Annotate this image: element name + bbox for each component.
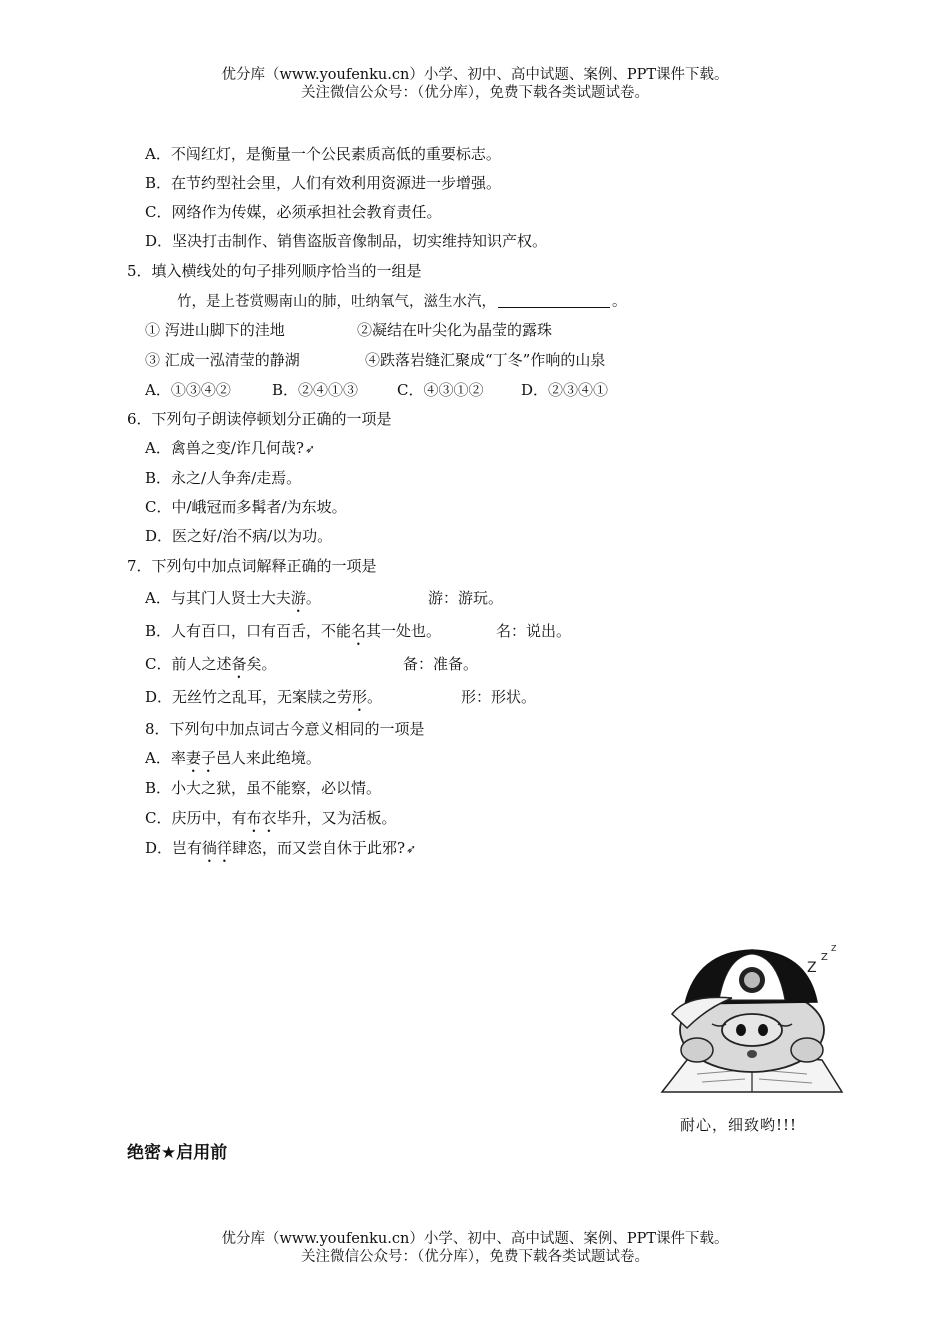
- q6-option-b: B．永之/人争奔/走焉。: [145, 469, 302, 487]
- q8-d-dotted-word: 徜徉: [202, 839, 233, 857]
- q7-b-dotted-word: 名: [351, 622, 367, 640]
- q6-stem: 6．下列句子朗读停顿划分正确的一项是: [127, 410, 392, 428]
- footer-line-2: 关注微信公众号：（优分库），免费下载各类试题试卷。: [301, 1249, 649, 1265]
- q8-a-text-end: 邑人来此绝境。: [215, 749, 321, 767]
- q8-c-text-end: 毕升，又为活板。: [276, 809, 397, 827]
- q5-stem: 5．填入横线处的句子排列顺序恰当的一组是: [127, 262, 422, 280]
- q7-c-text: C．前人之述: [145, 655, 232, 673]
- q5-blank: [498, 291, 610, 308]
- q6-option-c: C．中/峨冠而多髯者/为东坡。: [145, 498, 347, 516]
- sleeping-pig-illustration: [657, 942, 847, 1096]
- q6-option-a-text: A．禽兽之变/诈几何哉?: [145, 439, 304, 457]
- q6-option-d: D．医之好/治不病/以为功。: [145, 527, 333, 545]
- q7-c-text-end: 矣。: [246, 655, 277, 673]
- q7-stem: 7．下列句中加点词解释正确的一项是: [127, 557, 377, 575]
- page-footer: [0, 1230, 950, 1266]
- q8-c-dotted-word: 布衣: [246, 809, 277, 827]
- q5-passage-end: 。: [612, 294, 627, 310]
- q5-option-b: B．②④①③: [272, 381, 359, 399]
- q8-a-dotted-word: 妻子: [185, 749, 216, 767]
- svg-text:Z: Z: [807, 960, 817, 976]
- q7-a-dotted-word: 游: [290, 589, 306, 607]
- q8-option-a: [145, 748, 321, 776]
- q7-c-gloss: 备：准备。: [403, 655, 479, 673]
- q5-passage-text: 竹，是上苍赏赐南山的肺，吐纳氧气，滋生水汽，: [177, 294, 496, 310]
- q7-d-text-end: 。: [367, 688, 383, 706]
- footer-line-1: 优分库（www.youfenku.cn）小学、初中、高中试题、案例、PPT课件下载。: [221, 1231, 729, 1247]
- q5-option-a: A．①③④②: [145, 381, 231, 399]
- q8-d-text-end: 肆恣，而又尝自休于此邪?: [232, 839, 406, 857]
- q5-sentence-2: ②凝结在叶尖化为晶莹的露珠: [357, 321, 553, 339]
- q7-option-d: [145, 687, 382, 715]
- q4-option-d: D．坚决打击制作、销售盗版音像制品，切实维持知识产权。: [145, 232, 548, 250]
- q7-b-text: B．人有百口，口有百舌，不能: [145, 622, 352, 640]
- q7-d-dotted-word: 形: [352, 688, 368, 706]
- q4-option-c: C．网络作为传媒，必须承担社会教育责任。: [145, 203, 442, 221]
- q7-option-c: [145, 654, 277, 682]
- q7-d-text: D．无丝竹之乱耳，无案牍之劳: [145, 688, 353, 706]
- secret-title: 绝密★启用前: [127, 1143, 228, 1163]
- q8-option-b: B．小大之狱，虽不能察，必以情。: [145, 779, 382, 797]
- arrow-mark-icon: ➶: [406, 842, 417, 856]
- q5-option-d: D．②③④①: [521, 381, 609, 399]
- q4-option-a: A．不闯红灯，是衡量一个公民素质高低的重要标志。: [145, 145, 501, 163]
- q5-option-c: C．④③①②: [397, 381, 484, 399]
- q4-option-b: B．在节约型社会里，人们有效利用资源进一步增强。: [145, 174, 502, 192]
- q8-option-c: [145, 808, 397, 836]
- q7-b-text-end: 其一处也。: [366, 622, 442, 640]
- arrow-mark-icon: ➶: [304, 442, 315, 456]
- q5-sentence-1: ① 泻进山脚下的洼地: [145, 321, 285, 339]
- q8-stem: 8．下列句中加点词古今意义相同的一项是: [145, 720, 425, 738]
- q5-sentence-4: ④跌落岩缝汇聚成“丁冬”作响的山泉: [365, 351, 606, 369]
- header-line-1: 优分库（www.youfenku.cn）小学、初中、高中试题、案例、PPT课件下载。: [221, 67, 729, 83]
- q5-passage: [177, 291, 627, 312]
- q8-a-text: A．率: [145, 749, 186, 767]
- q7-option-b: [145, 621, 441, 649]
- q7-c-dotted-word: 备: [231, 655, 247, 673]
- q8-c-text: C．庆历中，有: [145, 809, 247, 827]
- q5-sentence-3: ③ 汇成一泓清莹的静湖: [145, 351, 300, 369]
- q6-option-a: [145, 438, 315, 459]
- q7-a-text-end: 。: [305, 589, 321, 607]
- encouragement-caption: 耐心，细致哟!!!: [680, 1116, 798, 1134]
- q7-a-gloss: 游：游玩。: [428, 589, 504, 607]
- q7-option-a: [145, 588, 321, 616]
- svg-text:Z: Z: [821, 952, 828, 963]
- svg-text:Z: Z: [831, 944, 837, 953]
- q8-option-d: [145, 838, 416, 866]
- q8-d-text: D．岂有: [145, 839, 203, 857]
- q7-a-text: A．与其门人贤士大夫: [145, 589, 291, 607]
- q7-b-gloss: 名：说出。: [496, 622, 572, 640]
- header-line-2: 关注微信公众号：（优分库），免费下载各类试题试卷。: [301, 85, 649, 101]
- q7-d-gloss: 形：形状。: [461, 688, 537, 706]
- page-header: [0, 66, 950, 102]
